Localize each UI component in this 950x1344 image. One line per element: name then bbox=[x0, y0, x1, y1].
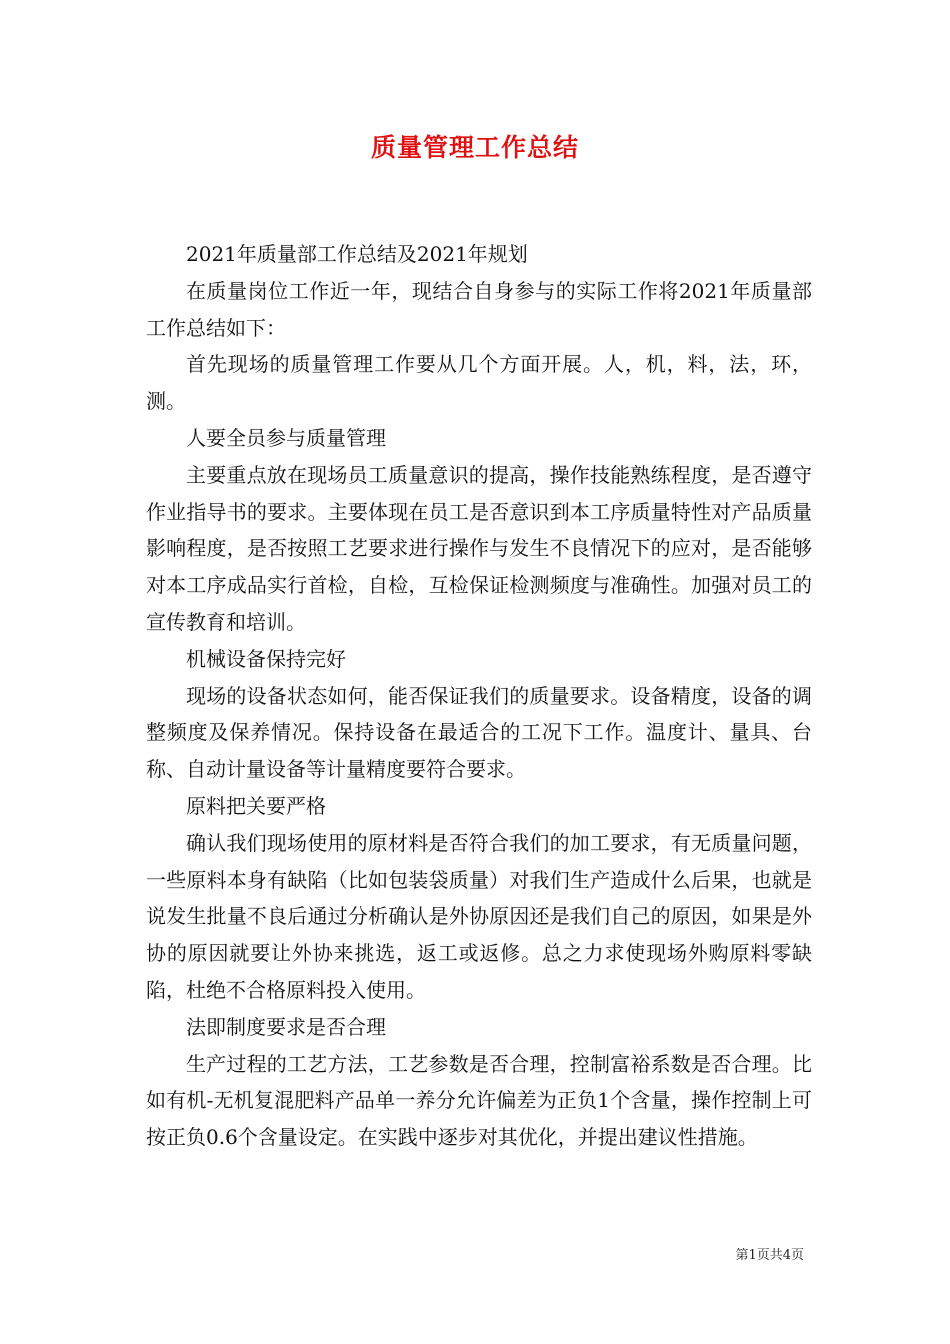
section-heading-machines: 机械设备保持完好 bbox=[186, 646, 346, 671]
paragraph-intro: 在质量岗位工作近一年，现结合自身参与的实际工作将2021年质量部工作总结如下： bbox=[146, 278, 812, 340]
document-title: 质量管理工作总结 bbox=[370, 133, 579, 162]
paragraph-people: 主要重点放在现场员工质量意识的提高，操作技能熟练程度，是否遵守作业指导书的要求。主要体现在员工是否意识到本工序质量特性对产品质量影响程度，是否按照工艺要求进行操作与发生不良情况下的应对，是否能够对本工序成品实行首检，自检，互检保证检测频度与准确性。加强对员工的宣传教育和培训。 bbox=[146, 462, 812, 634]
paragraph-methods: 生产过程的工艺方法，工艺参数是否合理，控制富裕系数是否合理。比如有机-无机复混肥料产品单一养分允许偏差为正负1个含量，操作控制上可按正负0.6个含量设定。在实践中逐步对其优化，并提出建议性措施。 bbox=[146, 1051, 812, 1150]
section-heading-methods: 法即制度要求是否合理 bbox=[186, 1014, 386, 1039]
paragraph-overview: 首先现场的质量管理工作要从几个方面开展。人，机，料，法，环，测。 bbox=[146, 352, 812, 414]
document-body bbox=[146, 236, 812, 1156]
paragraph-materials: 确认我们现场使用的原材料是否符合我们的加工要求，有无质量问题，一些原料本身有缺陷（比如包装袋质量）对我们生产造成什么后果，也就是说发生批量不良后通过分析确认是外协原因还是我们自己的原因，如果是外协的原因就要让外协来挑选，返工或返修。总之力求使现场外购原料零缺陷，杜绝不合格原料投入使用。 bbox=[146, 830, 812, 1002]
page-number-footer: 第1页共4页 bbox=[735, 1248, 804, 1263]
paragraph-plan-heading: 2021年质量部工作总结及2021年规划 bbox=[186, 242, 528, 266]
section-heading-materials: 原料把关要严格 bbox=[186, 793, 326, 818]
paragraph-machines: 现场的设备状态如何，能否保证我们的质量要求。设备精度，设备的调整频度及保养情况。保持设备在最适合的工况下工作。温度计、量具、台称、自动计量设备等计量精度要符合要求。 bbox=[146, 683, 812, 782]
section-heading-people: 人要全员参与质量管理 bbox=[186, 425, 386, 450]
